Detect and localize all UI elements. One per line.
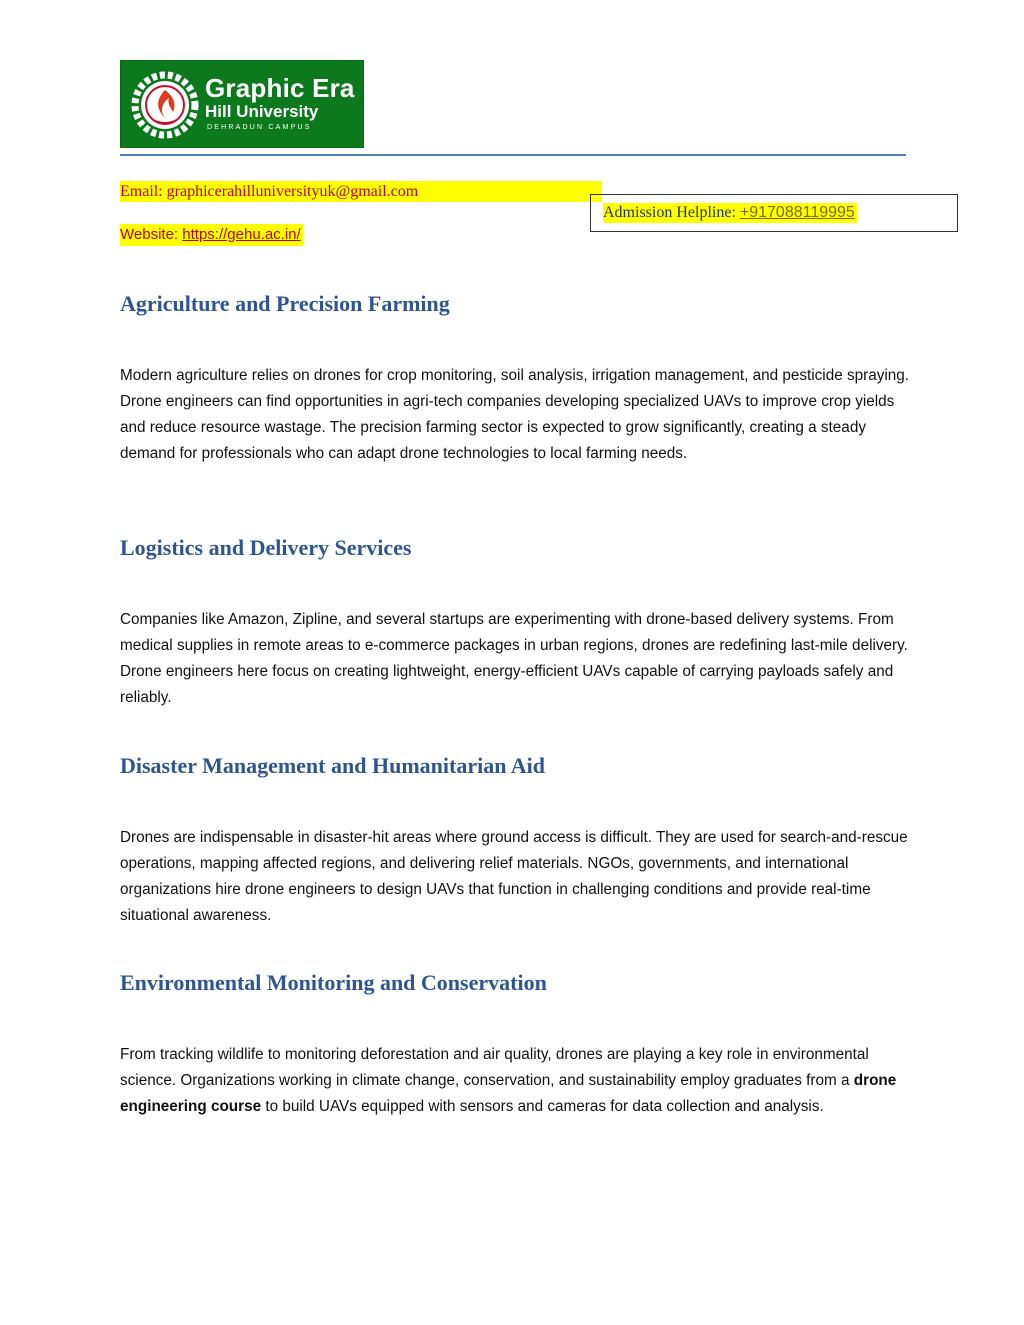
header-divider [120, 154, 906, 156]
logo-title: Graphic Era [205, 73, 355, 103]
section-body-logistics: Companies like Amazon, Zipline, and several startups are experimenting with drone-based delivery systems. From medical supplies in remote areas to e-commerce packages in urban regions, drones are redefining last-mile delivery. Drone engineers here focus on creating lightweight, energy-efficient UAVs capable of carrying payloads safely and reliably. [120, 611, 908, 706]
environment-text-start: From tracking wildlife to monitoring deforestation and air quality, drones are playing a key role in environmental science. Organizations working in climate change, conservation, and sustainability employ graduates from a [120, 1046, 869, 1089]
helpline-line [603, 203, 857, 223]
section-heading-logistics: Logistics and Delivery Services [120, 535, 412, 560]
section-heading-disaster: Disaster Management and Humanitarian Aid [120, 753, 545, 778]
website-link[interactable]: https://gehu.ac.in/ [182, 226, 301, 243]
gear-emblem-icon [129, 68, 201, 140]
email-label: Email: [120, 183, 163, 200]
logo-subtitle: Hill University [205, 102, 319, 121]
environment-text-end: to build UAVs equipped with sensors and cameras for data collection and analysis. [261, 1098, 824, 1115]
section-body-disaster: Drones are indispensable in disaster-hit areas where ground access is difficult. They are used for search-and-rescue operations, mapping affected regions, and delivering relief materials. NGOs, governments, and international organizations hire drone engineers to design UAVs that function in challenging conditions and provide real-time situational awareness. [120, 829, 908, 924]
section-body-environment [120, 1042, 910, 1120]
website-line [120, 224, 303, 246]
section-body-agriculture: Modern agriculture relies on drones for crop monitoring, soil analysis, irrigation management, and pesticide spraying. Drone engineers can find opportunities in agri-tech companies developing specialized UAVs to improve crop yields and reduce resource wastage. The precision farming sector is expected to grow significantly, creating a steady demand for professionals who can adapt drone technologies to local farming needs. [120, 367, 910, 462]
website-label: Website: [120, 226, 179, 243]
helpline-label: Admission Helpline: [603, 204, 736, 221]
section-heading-environment: Environmental Monitoring and Conservation [120, 970, 547, 995]
university-logo [120, 60, 364, 148]
email-value: graphicerahilluniversityuk@gmail.com [166, 183, 419, 200]
helpline-phone-link[interactable]: +917088119995 [739, 204, 855, 221]
helpline-box [590, 194, 958, 232]
drone-engineering-course-text: drone engineering course [120, 1072, 897, 1115]
section-heading-agriculture: Agriculture and Precision Farming [120, 291, 450, 316]
logo-campus: DEHRADUN CAMPUS [207, 124, 312, 131]
email-line [120, 181, 602, 202]
